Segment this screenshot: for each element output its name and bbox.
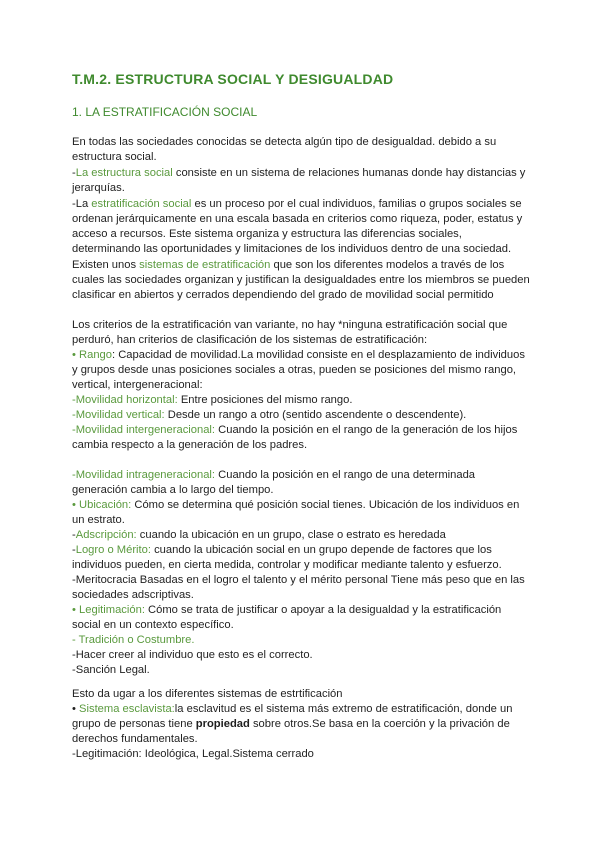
text-line — [72, 618, 234, 632]
highlighted-term: sistemas de estratificación — [139, 259, 271, 271]
text-span: Cómo se determina qué posición social tienes. Ubicación de los individuos en — [131, 499, 520, 511]
text-span: sobre otros.Se basa en la coerción y la privación de — [249, 718, 510, 730]
text-line — [72, 603, 501, 617]
text-line — [72, 423, 517, 437]
highlighted-term: -Movilidad intergeneracional: — [72, 424, 216, 436]
text-line — [72, 393, 352, 407]
text-line — [72, 363, 516, 377]
text-line — [72, 468, 475, 482]
text-line — [72, 166, 525, 180]
highlighted-term: Logro o Mérito: — [75, 544, 151, 556]
highlighted-term: • Ubicación: — [72, 499, 132, 511]
text-line — [72, 483, 274, 497]
text-span: cambia respecto a la generación de los padres. — [72, 439, 308, 451]
text-span: vertical, intergeneracional: — [72, 379, 203, 391]
text-line — [72, 408, 466, 422]
text-span: determinando las oportunidades y limitaciones de los individuos dentro de una sociedad. — [72, 243, 512, 255]
text-line — [72, 212, 522, 226]
text-line — [72, 242, 511, 256]
highlighted-term: -Movilidad intrageneracional: — [72, 469, 216, 481]
text-span: En todas las sociedades conocidas se detecta algún tipo de desigualdad. debido a su — [72, 136, 497, 148]
text-span: social en un contexto específico. — [72, 619, 234, 631]
highlighted-term: - Tradición o Costumbre. — [72, 634, 195, 646]
text-span: ordenan jerárquicamente en una escala basada en criterios como riqueza, poder, estatus y — [72, 213, 523, 225]
text-span: Cuando la posición en el rango de una determinada — [215, 469, 476, 481]
text-span: estructura social. — [72, 151, 157, 163]
text-line — [72, 318, 507, 332]
text-line — [72, 378, 203, 392]
text-span: sociedades adscriptivas. — [72, 589, 194, 601]
text-span: -Sanción Legal. — [72, 664, 150, 676]
text-line — [72, 333, 427, 347]
text-line — [72, 258, 504, 272]
highlighted-term: -Movilidad horizontal: — [72, 394, 178, 406]
text-line — [72, 273, 530, 287]
text-line — [72, 348, 525, 362]
text-span: : Capacidad de movilidad.La movilidad consiste en el desplazamiento de individuos — [112, 349, 525, 361]
text-span: generación cambia a lo largo del tiempo. — [72, 484, 274, 496]
highlighted-term: estratificación social — [91, 198, 192, 210]
text-line — [72, 150, 157, 164]
text-span: un estrato. — [72, 514, 125, 526]
text-span: derechos fundamentales. — [72, 733, 198, 745]
text-span: • — [72, 703, 80, 715]
text-span: Existen unos — [72, 259, 140, 271]
text-line — [72, 588, 194, 602]
text-line — [72, 648, 313, 662]
text-span: -Meritocracia Basadas en el logro el talento y el mérito personal Tiene más peso que en las — [72, 574, 525, 586]
text-line — [72, 543, 492, 557]
text-span: Cuando la posición en el rango de la generación de los hijos — [215, 424, 518, 436]
text-line — [72, 717, 510, 731]
highlighted-term: • Legitimación: — [72, 604, 145, 616]
text-span: acceso a recursos. Este sistema organiza y estructura las diferencias sociales, — [72, 228, 462, 240]
text-span: la esclavitud es el sistema más extremo de estratificación, donde un — [174, 703, 513, 715]
text-span: -Legitimación: Ideológica, Legal.Sistema cerrado — [72, 748, 314, 760]
text-span: - — [72, 167, 76, 179]
highlighted-term: Sistema esclavista: — [79, 703, 175, 715]
text-line — [72, 288, 494, 302]
text-line — [72, 633, 195, 647]
text-line — [72, 513, 125, 527]
page-title: T.M.2. ESTRUCTURA SOCIAL Y DESIGUALDAD — [72, 71, 394, 87]
text-span: consiste en un sistema de relaciones humanas donde hay distancias y — [172, 167, 526, 179]
text-line — [72, 558, 502, 572]
text-span: perduró, han criterios de clasificación de los sistemas de estratificación: — [72, 334, 428, 346]
text-span: -Hacer creer al individuo que esto es el correcto. — [72, 649, 313, 661]
highlighted-term: La estructura social — [75, 167, 173, 179]
text-span: Desde un rango a otro (sentido ascendente o descendente). — [164, 409, 467, 421]
text-line — [72, 663, 150, 677]
text-span: jerarquías. — [72, 182, 125, 194]
text-span: cuando la ubicación en un grupo, clase o estrato es heredada — [136, 529, 446, 541]
text-line — [72, 438, 307, 452]
text-line — [72, 181, 125, 195]
section-heading: 1. LA ESTRATIFICACIÓN SOCIAL — [72, 105, 258, 119]
text-span: es un proceso por el cual individuos, familias o grupos sociales se — [191, 198, 522, 210]
highlighted-term: -Movilidad vertical: — [72, 409, 165, 421]
text-span: y grupos desde unas posiciones sociales a otras, pueden se posiciones del mismo rango, — [72, 364, 517, 376]
text-line — [72, 135, 496, 149]
text-line — [72, 573, 525, 587]
text-span: que son los diferentes modelos a través de los — [270, 259, 505, 271]
text-span: clasificar en abiertos y cerrados dependiendo del grado de movilidad social permitido — [72, 289, 494, 301]
text-span: - — [72, 529, 76, 541]
text-line — [72, 702, 512, 716]
text-span: grupo de personas tiene — [72, 718, 196, 730]
text-span: cuando la ubicación social en un grupo depende de factores que los — [150, 544, 492, 556]
highlighted-term: Adscripción: — [75, 529, 137, 541]
text-span: cuales las sociedades organizan y justifican la desigualdades entre los miembros se pueden — [72, 274, 530, 286]
text-span: Entre posiciones del mismo rango. — [177, 394, 353, 406]
text-span: -La — [72, 198, 92, 210]
text-span: Cómo se trata de justificar o apoyar a la desigualdad y la estratificación — [144, 604, 502, 616]
text-span: Esto da ugar a los diferentes sistemas de estrtificación — [72, 688, 343, 700]
highlighted-term: • Rango — [72, 349, 112, 361]
text-span: individuos pueden, en cierta medida, controlar y modificar mediante talento y esfuerzo. — [72, 559, 502, 571]
text-line — [72, 687, 343, 701]
text-line — [72, 747, 314, 761]
text-span: - — [72, 544, 76, 556]
text-line — [72, 227, 462, 241]
text-line — [72, 528, 446, 542]
text-span: Los criterios de la estratificación van variante, no hay *ninguna estratificación social que — [72, 319, 508, 331]
text-line — [72, 498, 519, 512]
text-line — [72, 732, 198, 746]
bold-term: propiedad — [195, 718, 250, 730]
text-line — [72, 197, 522, 211]
